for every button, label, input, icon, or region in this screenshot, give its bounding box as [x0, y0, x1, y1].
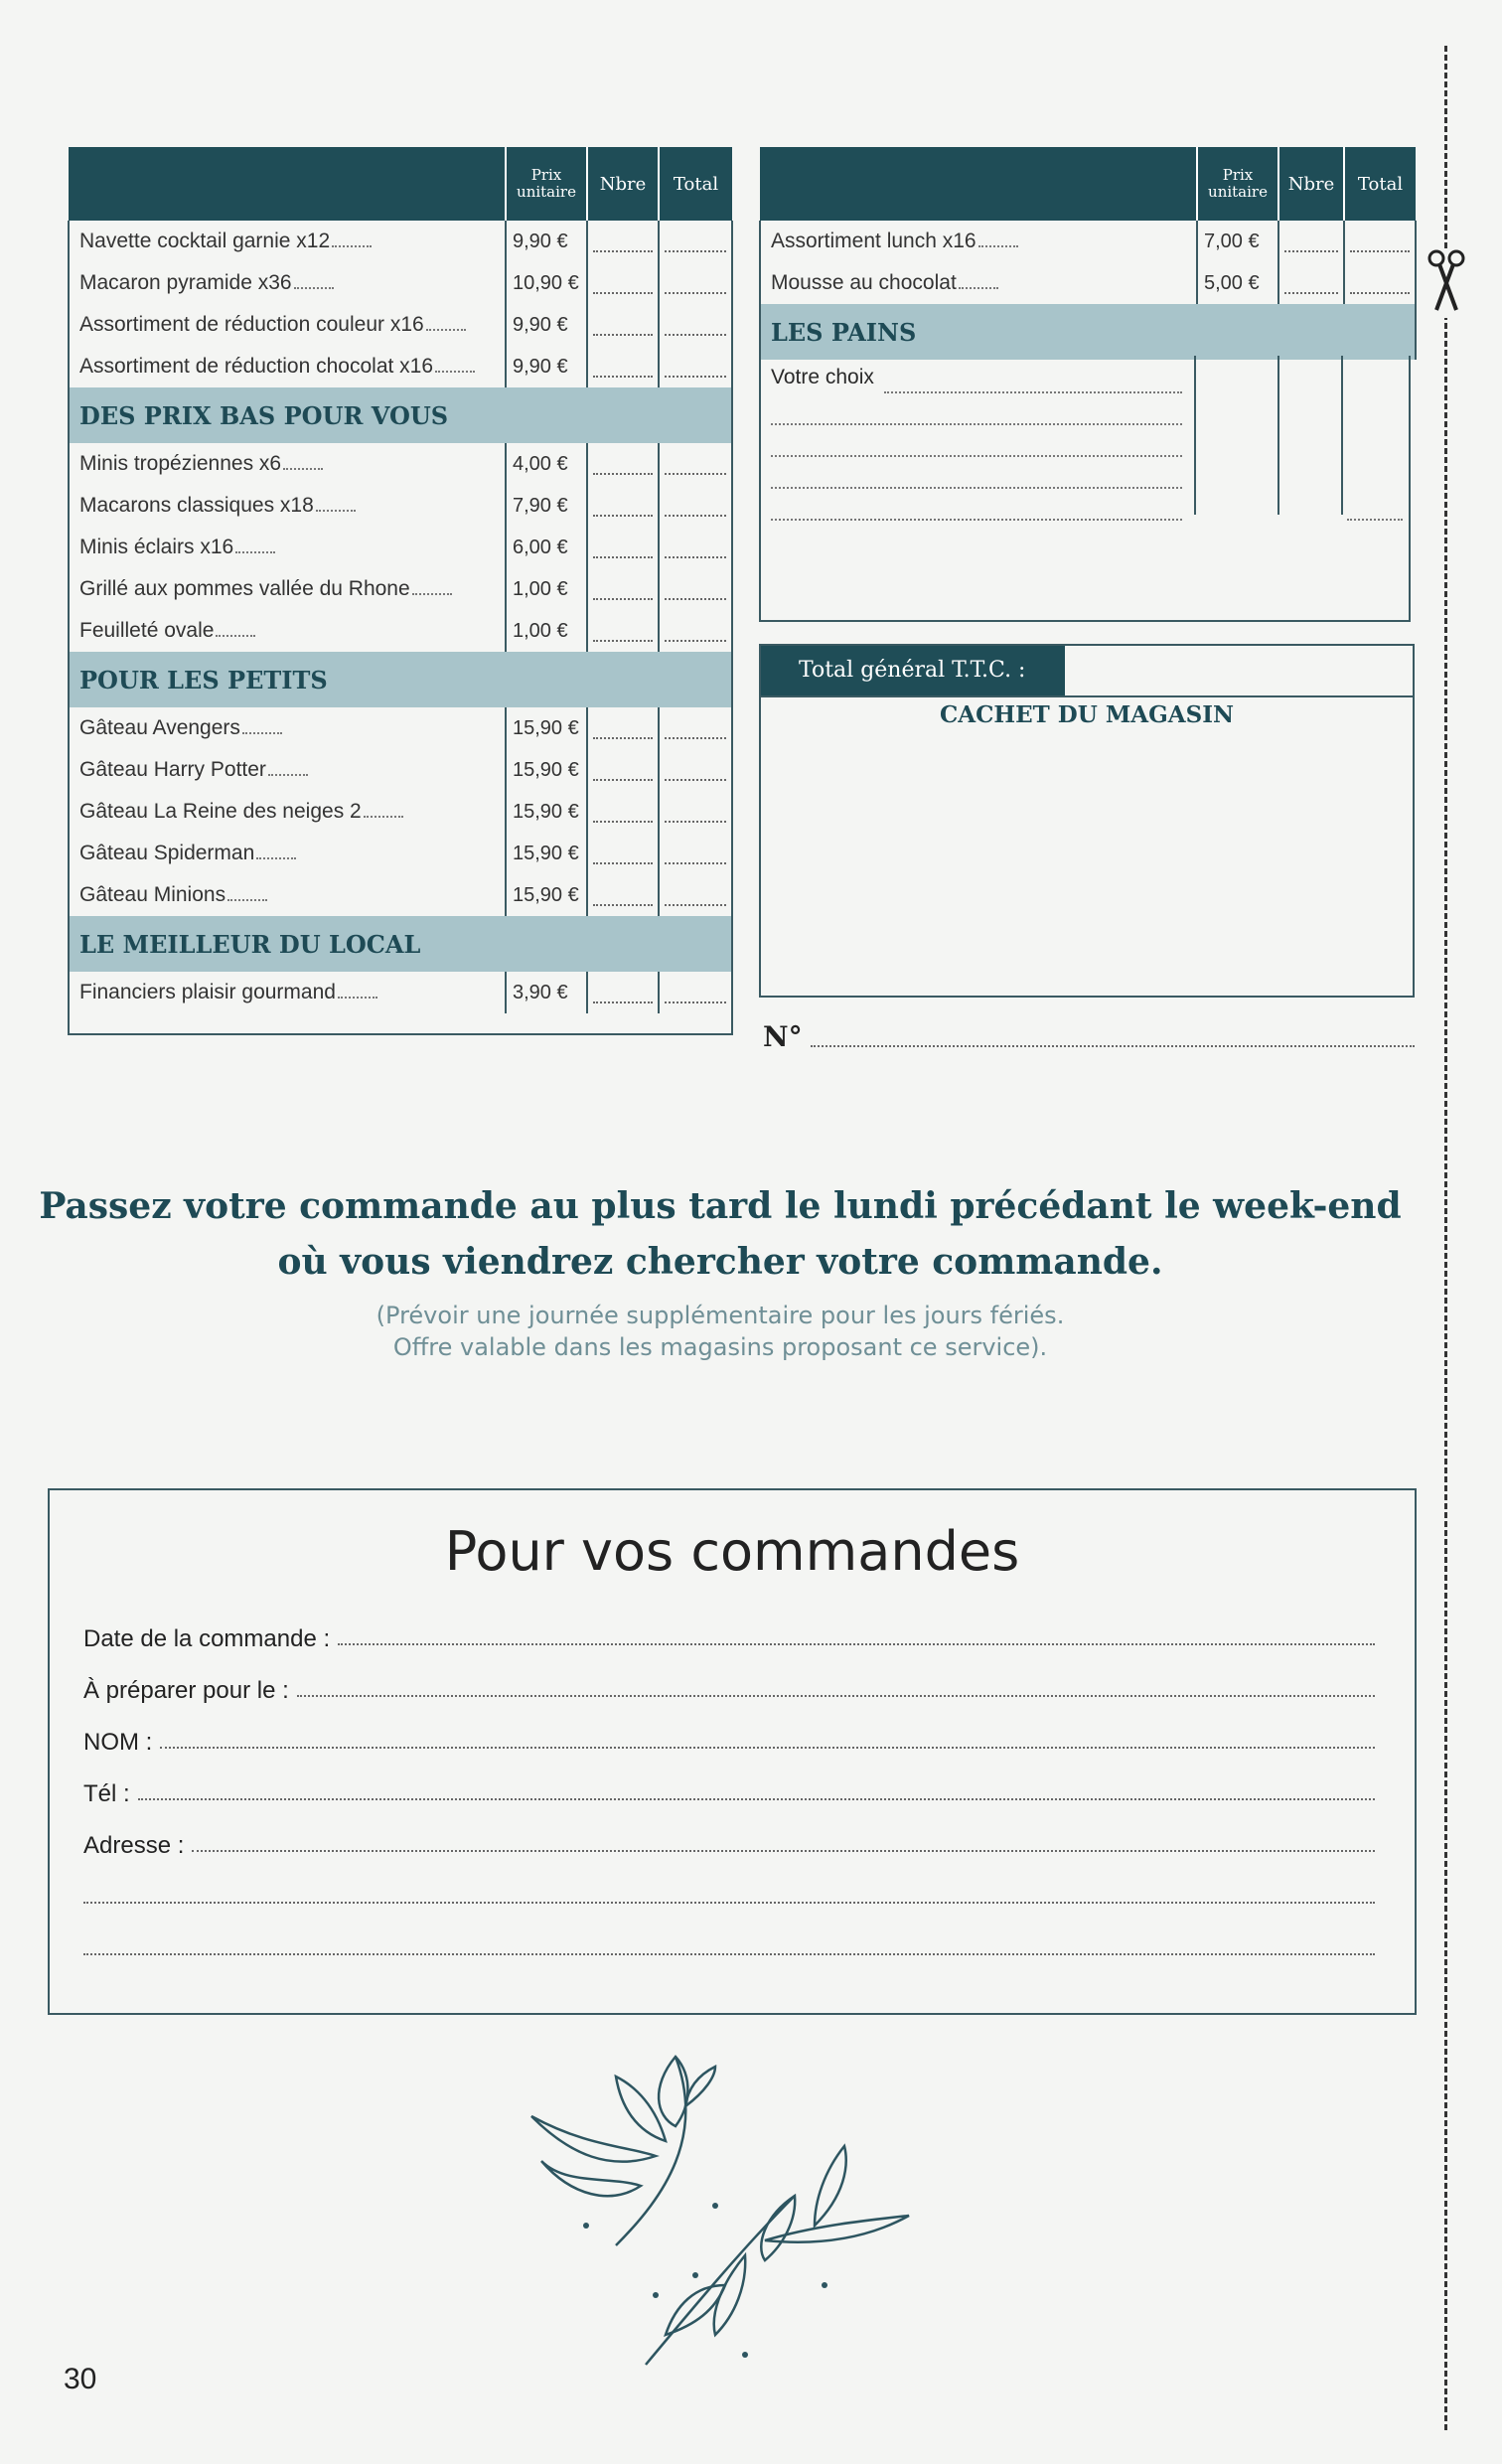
total-input[interactable] [659, 972, 732, 1013]
right-table-header-blank [760, 147, 1197, 221]
item-name: Macaron pyramide x36 [69, 262, 506, 304]
left-item-row[interactable] [69, 874, 732, 916]
item-name: Assortiment de réduction chocolat x16 [69, 346, 506, 387]
total-input[interactable] [659, 485, 732, 527]
holiday-note [0, 1300, 1440, 1363]
prepare-date-field[interactable] [83, 1665, 1375, 1705]
total-input[interactable] [659, 527, 732, 568]
page-number: 30 [64, 2363, 97, 2395]
qty-input[interactable] [587, 610, 659, 652]
scissors-icon [1427, 248, 1466, 318]
address-line-2[interactable] [83, 1872, 1375, 1912]
qty-input[interactable] [587, 568, 659, 610]
total-label: Total général T.T.C. : [761, 646, 1065, 695]
section-header: LE MEILLEUR DU LOCAL [69, 916, 732, 972]
total-input[interactable] [1344, 262, 1416, 304]
item-name: Minis tropéziennes x6 [69, 443, 506, 485]
item-name: Feuilleté ovale [69, 610, 506, 652]
left-item-row[interactable] [69, 791, 732, 833]
bread-choice-area[interactable] [759, 356, 1411, 622]
total-input[interactable] [659, 221, 732, 262]
total-input[interactable] [659, 749, 732, 791]
total-input[interactable] [659, 346, 732, 387]
item-name: Gâteau La Reine des neiges 2 [69, 791, 506, 833]
item-name: Navette cocktail garnie x12 [69, 221, 506, 262]
item-name: Minis éclairs x16 [69, 527, 506, 568]
qty-input[interactable] [1278, 262, 1344, 304]
item-price: 9,90 € [506, 221, 587, 262]
left-order-table [68, 147, 733, 1035]
qty-input[interactable] [587, 791, 659, 833]
right-header-total: Total [1344, 147, 1416, 221]
qty-input[interactable] [587, 346, 659, 387]
item-name: Assortiment de réduction couleur x16 [69, 304, 506, 346]
name-label: NOM : [83, 1729, 153, 1756]
qty-input[interactable] [587, 707, 659, 749]
order-form [48, 1488, 1417, 2015]
right-item-row[interactable] [760, 262, 1416, 304]
address-line-3[interactable] [83, 1924, 1375, 1963]
headline-line-2: où vous viendrez chercher votre commande. [277, 1241, 1163, 1283]
item-price: 6,00 € [506, 527, 587, 568]
left-item-row[interactable] [69, 221, 732, 262]
order-number-label: N° [763, 1020, 803, 1053]
left-item-row[interactable] [69, 304, 732, 346]
total-input[interactable] [659, 610, 732, 652]
order-number-line [811, 1045, 1415, 1047]
section-header: POUR LES PETITS [69, 652, 732, 707]
left-item-row[interactable] [69, 833, 732, 874]
item-name: Gâteau Spiderman [69, 833, 506, 874]
qty-input[interactable] [587, 833, 659, 874]
item-price: 15,90 € [506, 791, 587, 833]
phone-label: Tél : [83, 1780, 130, 1807]
address-label: Adresse : [83, 1832, 185, 1859]
item-price: 1,00 € [506, 610, 587, 652]
item-price: 9,90 € [506, 304, 587, 346]
item-name: Gâteau Minions [69, 874, 506, 916]
total-input[interactable] [1344, 221, 1416, 262]
item-name: Gâteau Harry Potter [69, 749, 506, 791]
item-price: 15,90 € [506, 874, 587, 916]
total-input[interactable] [659, 304, 732, 346]
left-header-qty: Nbre [587, 147, 659, 221]
section-header: DES PRIX BAS POUR VOUS [69, 387, 732, 443]
left-item-row[interactable] [69, 485, 732, 527]
qty-input[interactable] [1278, 221, 1344, 262]
prepare-date-label: À préparer pour le : [83, 1677, 289, 1704]
left-item-row[interactable] [69, 443, 732, 485]
form-title: Pour vos commandes [444, 1520, 1020, 1583]
item-price: 9,90 € [506, 346, 587, 387]
item-price: 4,00 € [506, 443, 587, 485]
cut-line [1444, 46, 1447, 2430]
bread-choice-line [771, 455, 1182, 457]
total-input[interactable] [659, 262, 732, 304]
item-price: 10,90 € [506, 262, 587, 304]
item-price: 1,00 € [506, 568, 587, 610]
right-header-price: Prix unitaire [1197, 147, 1278, 221]
bread-choice-line [884, 391, 1182, 393]
item-price: 15,90 € [506, 749, 587, 791]
note-line-2: Offre valable dans les magasins proposant ce service). [392, 1333, 1048, 1361]
item-name: Mousse au chocolat [760, 262, 1197, 304]
total-input[interactable] [659, 791, 732, 833]
qty-input[interactable] [587, 443, 659, 485]
item-price: 15,90 € [506, 833, 587, 874]
total-input[interactable] [659, 874, 732, 916]
item-name: Macarons classiques x18 [69, 485, 506, 527]
right-order-table [759, 147, 1417, 360]
left-item-row[interactable] [69, 749, 732, 791]
bread-choice-line [771, 519, 1182, 521]
bread-choice-label: Votre choix [771, 366, 874, 388]
right-header-qty: Nbre [1278, 147, 1344, 221]
bread-choice-line [771, 487, 1182, 489]
item-name: Financiers plaisir gourmand [69, 972, 506, 1013]
stamp-label: CACHET DU MAGASIN [939, 701, 1235, 728]
item-name: Assortiment lunch x16 [760, 221, 1197, 262]
total-input[interactable] [659, 707, 732, 749]
order-number-field[interactable] [763, 1013, 1415, 1053]
left-header-total: Total [659, 147, 732, 221]
qty-input[interactable] [587, 304, 659, 346]
address-field[interactable] [83, 1820, 1375, 1860]
bread-total-line [1347, 519, 1403, 521]
item-price: 3,90 € [506, 972, 587, 1013]
bread-col-divider [1194, 356, 1196, 515]
bread-col-divider [1277, 356, 1279, 515]
qty-input[interactable] [587, 485, 659, 527]
left-item-row[interactable] [69, 262, 732, 304]
left-item-row[interactable] [69, 707, 732, 749]
phone-field[interactable] [83, 1769, 1375, 1808]
left-item-row[interactable] [69, 610, 732, 652]
qty-input[interactable] [587, 262, 659, 304]
bread-choice-line [771, 423, 1182, 425]
total-input[interactable] [659, 443, 732, 485]
leaf-branch-icon [517, 2047, 934, 2375]
qty-input[interactable] [587, 527, 659, 568]
item-name: Grillé aux pommes vallée du Rhone [69, 568, 506, 610]
name-field[interactable] [83, 1717, 1375, 1757]
left-item-row[interactable] [69, 972, 732, 1013]
left-item-row[interactable] [69, 568, 732, 610]
total-stamp-box[interactable] [759, 644, 1415, 998]
headline-line-1: Passez votre commande au plus tard le lundi précédant le week-end [39, 1185, 1402, 1227]
table-bottom [69, 1013, 732, 1034]
note-line-1: (Prévoir une journée supplémentaire pour les jours fériés. [376, 1302, 1065, 1329]
total-input[interactable] [659, 568, 732, 610]
qty-input[interactable] [587, 874, 659, 916]
item-price: 7,90 € [506, 485, 587, 527]
date-label: Date de la commande : [83, 1625, 331, 1652]
item-price: 15,90 € [506, 707, 587, 749]
qty-input[interactable] [587, 749, 659, 791]
qty-input[interactable] [587, 221, 659, 262]
item-price: 5,00 € [1197, 262, 1278, 304]
date-field[interactable] [83, 1614, 1375, 1653]
total-input[interactable] [659, 833, 732, 874]
right-item-row[interactable] [760, 221, 1416, 262]
item-name: Gâteau Avengers [69, 707, 506, 749]
total-divider [761, 695, 1413, 697]
left-item-row[interactable] [69, 346, 732, 387]
item-price: 7,00 € [1197, 221, 1278, 262]
left-header-price: Prix unitaire [506, 147, 587, 221]
left-table-header-blank [69, 147, 506, 221]
left-item-row[interactable] [69, 527, 732, 568]
section-header: LES PAINS [760, 304, 1416, 360]
bread-col-divider [1341, 356, 1343, 515]
qty-input[interactable] [587, 972, 659, 1013]
deadline-headline [0, 1178, 1440, 1290]
